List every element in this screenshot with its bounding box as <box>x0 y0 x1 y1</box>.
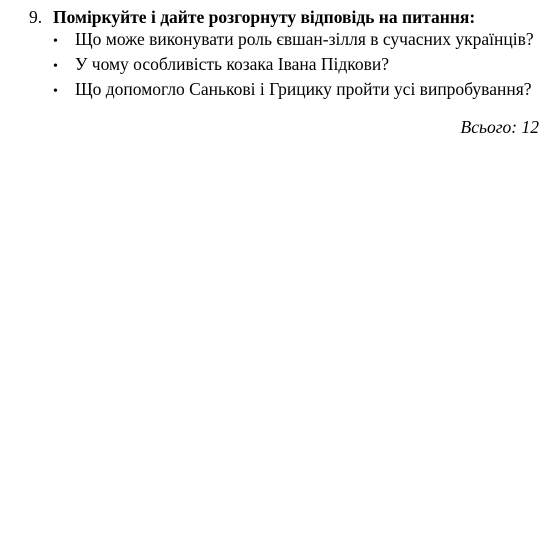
task-number: 9. <box>29 7 43 27</box>
question-list <box>53 28 539 103</box>
total-score: Всього: 12 <box>460 117 539 137</box>
task-title: Поміркуйте і дайте розгорнуту відповідь на питання: <box>53 7 476 27</box>
list-item <box>53 53 539 78</box>
list-item <box>53 78 539 103</box>
task-9 <box>29 6 539 137</box>
question-text: Що допомогло Санькові і Грицику пройти усі випробування? <box>75 79 532 99</box>
question-text: Що може виконувати роль євшан-зілля в сучасних українців? <box>75 29 534 49</box>
bullet-icon: • <box>53 34 58 49</box>
bullet-icon: • <box>53 84 58 99</box>
bullet-icon: • <box>53 59 58 74</box>
task-header <box>29 6 539 28</box>
list-item <box>53 28 539 53</box>
question-text: У чому особливість козака Івана Підкови? <box>75 54 390 74</box>
